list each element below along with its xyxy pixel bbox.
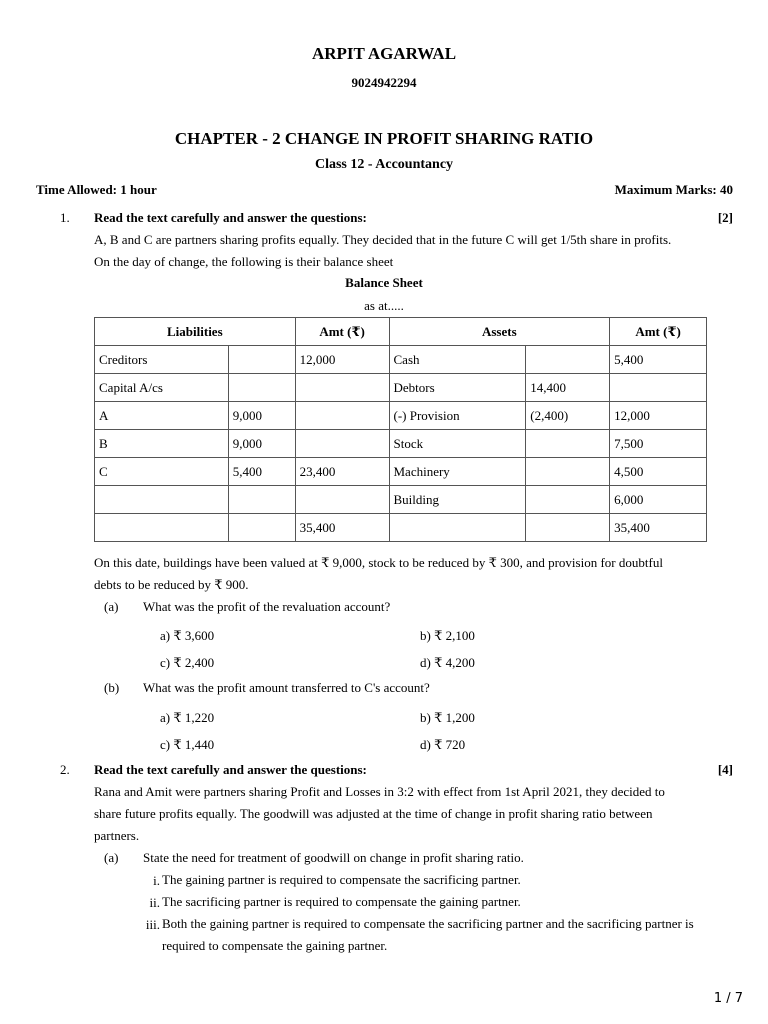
table-cell	[526, 458, 610, 486]
table-cell	[295, 430, 389, 458]
question-instruction: Read the text carefully and answer the questions:	[94, 210, 367, 225]
table-cell: B	[95, 430, 229, 458]
table-cell	[228, 374, 295, 402]
class-subject: Class 12 - Accountancy	[314, 157, 454, 172]
table-row	[95, 486, 707, 514]
table-cell: 6,000	[610, 486, 707, 514]
table-cell: 35,400	[610, 514, 707, 542]
question-instruction: Read the text carefully and answer the questions:	[94, 762, 367, 777]
subquestion-label: (a)	[104, 599, 119, 614]
table-cell	[228, 346, 295, 374]
table-cell: 7,500	[610, 430, 707, 458]
option-b[interactable]: b) ₹ 1,200	[420, 710, 475, 725]
question-text: Rana and Amit were partners sharing Profit and Losses in 3:2 with effect from 1st April 2021, they decided to	[94, 784, 665, 799]
option-d[interactable]: d) ₹ 4,200	[420, 655, 475, 670]
option-ii[interactable]: The sacrificing partner is required to compensate the gaining partner.	[162, 894, 521, 909]
question-marks: [4]	[717, 762, 733, 777]
phone-number: 9024942294	[351, 75, 417, 90]
table-cell	[389, 514, 526, 542]
table-cell: 23,400	[295, 458, 389, 486]
page-number: 1 / 7	[713, 991, 743, 1006]
time-allowed: Time Allowed: 1 hour	[36, 182, 157, 197]
table-total-row	[95, 514, 707, 542]
table-subtitle: as at.....	[364, 298, 404, 313]
balance-sheet-table	[94, 317, 707, 542]
table-cell: C	[95, 458, 229, 486]
table-cell: 4,500	[610, 458, 707, 486]
table-cell: Cash	[389, 346, 526, 374]
question-text: partners.	[94, 828, 140, 843]
subquestion-label: (a)	[104, 850, 119, 865]
table-cell	[526, 346, 610, 374]
question-text: share future profits equally. The goodwill was adjusted at the time of change in profit sharing ratio between	[94, 806, 653, 821]
table-cell: Machinery	[389, 458, 526, 486]
option-a[interactable]: a) ₹ 1,220	[160, 710, 215, 725]
subquestion-text: State the need for treatment of goodwill on change in profit sharing ratio.	[143, 850, 524, 865]
maximum-marks: Maximum Marks: 40	[614, 182, 733, 197]
subquestion-text: What was the profit amount transferred to C's account?	[143, 680, 430, 695]
question-text: On the day of change, the following is their balance sheet	[94, 254, 394, 269]
table-cell	[610, 374, 707, 402]
option-c[interactable]: c) ₹ 1,440	[160, 737, 215, 752]
subquestion-label: (b)	[104, 680, 120, 695]
table-cell: Stock	[389, 430, 526, 458]
table-cell	[228, 486, 295, 514]
option-a[interactable]: a) ₹ 3,600	[160, 628, 215, 643]
table-cell	[95, 514, 229, 542]
author-name: ARPIT AGARWAL	[311, 44, 457, 63]
table-row	[95, 402, 707, 430]
table-header-cell: Amt (₹)	[610, 318, 707, 346]
option-number: ii.	[149, 895, 160, 910]
table-cell	[526, 430, 610, 458]
table-cell: 9,000	[228, 430, 295, 458]
table-row	[95, 374, 707, 402]
table-cell	[295, 374, 389, 402]
table-header-row	[95, 318, 707, 346]
option-c[interactable]: c) ₹ 2,400	[160, 655, 215, 670]
table-cell	[295, 402, 389, 430]
option-b[interactable]: b) ₹ 2,100	[420, 628, 475, 643]
table-cell: (2,400)	[526, 402, 610, 430]
table-header-cell: Assets	[389, 318, 610, 346]
table-header-cell: Liabilities	[95, 318, 296, 346]
table-row	[95, 458, 707, 486]
option-d[interactable]: d) ₹ 720	[420, 737, 466, 752]
table-cell: 9,000	[228, 402, 295, 430]
table-cell	[526, 514, 610, 542]
table-cell: 5,400	[610, 346, 707, 374]
table-cell: 35,400	[295, 514, 389, 542]
table-cell: (-) Provision	[389, 402, 526, 430]
table-cell: Creditors	[95, 346, 229, 374]
table-cell: 12,000	[295, 346, 389, 374]
option-number: iii.	[145, 917, 160, 932]
table-cell: Capital A/cs	[95, 374, 229, 402]
table-cell	[95, 486, 229, 514]
table-cell: 14,400	[526, 374, 610, 402]
table-cell: A	[95, 402, 229, 430]
question-number: 1.	[60, 210, 70, 225]
question-number: 2.	[60, 762, 70, 777]
table-header-cell: Amt (₹)	[295, 318, 389, 346]
question-text: On this date, buildings have been valued at ₹ 9,000, stock to be reduced by ₹ 300, and provision for doubtful	[94, 555, 663, 570]
table-cell: 5,400	[228, 458, 295, 486]
option-iii[interactable]	[162, 913, 732, 957]
option-number: i.	[153, 873, 160, 888]
subquestion-text: What was the profit of the revaluation account?	[143, 599, 391, 614]
table-cell	[228, 514, 295, 542]
question-text: debts to be reduced by ₹ 900.	[94, 577, 249, 592]
option-iii-line1: Both the gaining partner is required to compensate the sacrificing partner and the sacrificing partner is	[162, 916, 694, 931]
table-cell: Debtors	[389, 374, 526, 402]
question-marks: [2]	[717, 210, 733, 225]
option-iii-line2: required to compensate the gaining partner.	[162, 938, 388, 953]
table-cell	[295, 486, 389, 514]
question-text: A, B and C are partners sharing profits equally. They decided that in the future C will get 1/5th share in profits.	[94, 232, 672, 247]
table-title: Balance Sheet	[345, 275, 423, 290]
table-cell: Building	[389, 486, 526, 514]
option-i[interactable]: The gaining partner is required to compensate the sacrificing partner.	[162, 872, 521, 887]
table-row	[95, 430, 707, 458]
table-row	[95, 346, 707, 374]
table-cell: 12,000	[610, 402, 707, 430]
table-cell	[526, 486, 610, 514]
chapter-title: CHAPTER - 2 CHANGE IN PROFIT SHARING RATIO	[174, 129, 594, 148]
